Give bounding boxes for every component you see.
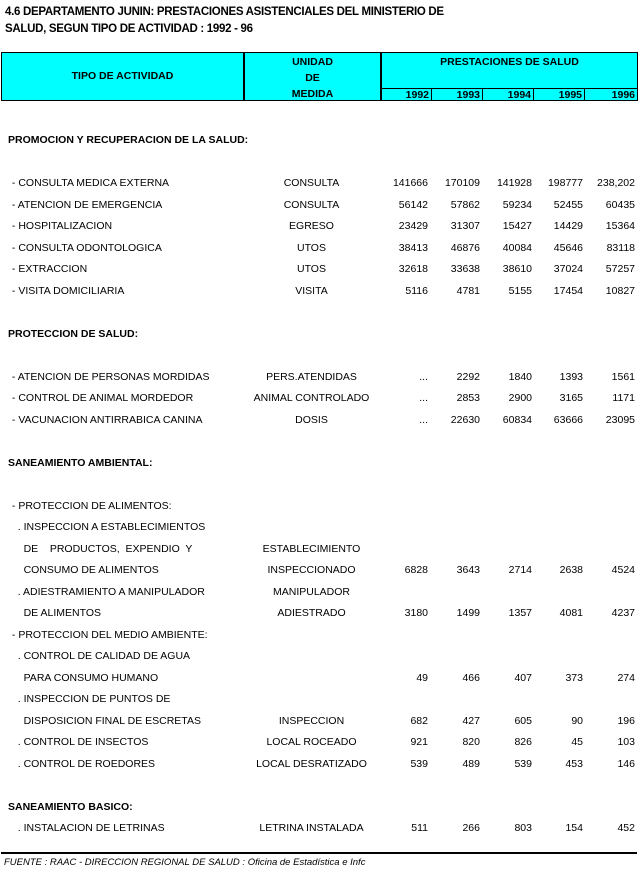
value-cell-1994: 15427: [502, 220, 532, 232]
activity-label: . INSTALACION DE LETRINAS: [9, 822, 165, 834]
value-cell-1994: 141928: [496, 177, 532, 189]
activity-label: . INSPECCION A ESTABLECIMIENTOS: [9, 521, 206, 533]
value-cell-1994: 539: [514, 757, 532, 770]
unit-cell: CONSULTA: [283, 177, 340, 189]
value-cell-1993: 33638: [450, 263, 480, 275]
value-cell-1992: 539: [410, 757, 428, 770]
unit-cell: INSPECCION: [278, 714, 345, 727]
activity-label: - EXTRACCION: [9, 263, 88, 275]
table-row: [0, 646, 638, 668]
table-row: [0, 173, 638, 195]
value-cell-1995: 4081: [559, 607, 583, 619]
unit-cell: LOCAL DESRATIZADO: [256, 757, 367, 770]
value-cell-1993: 266: [462, 822, 480, 834]
value-cell-1996: 15364: [605, 220, 635, 232]
value-cell-1996: 60435: [605, 198, 635, 211]
activity-label: . CONTROL DE ROEDORES: [9, 757, 156, 770]
value-cell-1992: ...: [419, 370, 428, 383]
value-cell-1992: ...: [419, 413, 428, 426]
unit-cell: LETRINA INSTALADA: [259, 822, 364, 834]
table-row: [0, 517, 638, 539]
section-heading: [4, 453, 638, 475]
value-cell-1996: 1561: [611, 370, 635, 383]
header-tipo-actividad: TIPO DE ACTIVIDAD: [71, 70, 174, 82]
value-cell-1995: 90: [571, 714, 583, 727]
section-label: PROTECCION DE SALUD:: [8, 327, 139, 340]
activity-label: - PROTECCION DE ALIMENTOS:: [9, 499, 172, 512]
table-row: [0, 711, 638, 733]
value-cell-1992: 682: [410, 714, 428, 727]
activity-label: DE ALIMENTOS: [9, 607, 101, 619]
activity-label: CONSUMO DE ALIMENTOS: [9, 564, 159, 576]
section-heading: [4, 130, 638, 152]
table-body: [0, 130, 638, 840]
section-label: SANEAMIENTO BASICO:: [8, 800, 133, 813]
value-cell-1996: 1171: [612, 392, 635, 404]
value-cell-1995: 198777: [547, 177, 583, 189]
table-row: [0, 603, 638, 625]
value-cell-1995: 154: [565, 822, 583, 834]
value-cell-1996: 4524: [611, 564, 635, 576]
value-cell-1995: 14429: [553, 220, 583, 232]
table-row: [0, 216, 638, 238]
value-cell-1992: ...: [419, 392, 428, 404]
activity-label: PARA CONSUMO HUMANO: [9, 671, 159, 684]
value-cell-1995: 373: [565, 671, 583, 684]
table-row: [0, 818, 638, 840]
table-title-line-2: SALUD, SEGUN TIPO DE ACTIVIDAD : 1992 - 96: [5, 23, 253, 35]
table-row: [0, 582, 638, 604]
activity-label: DE PRODUCTOS, EXPENDIO Y: [9, 542, 193, 555]
table-row: [0, 410, 638, 432]
value-cell-1995: 45: [571, 736, 583, 748]
header-unidad: UNIDAD: [292, 56, 333, 68]
value-cell-1993: 46876: [450, 241, 480, 254]
value-cell-1996: 238,202: [597, 177, 635, 189]
table-row: [0, 195, 638, 217]
activity-label: - HOSPITALIZACION: [9, 220, 113, 232]
value-cell-1993: 1499: [456, 607, 480, 619]
section-label: PROMOCION Y RECUPERACION DE LA SALUD:: [8, 134, 249, 146]
value-cell-1993: 22630: [450, 413, 480, 426]
unit-cell: PERS.ATENDIDAS: [266, 370, 357, 383]
footer-divider: [1, 852, 637, 854]
value-cell-1995: 45646: [553, 241, 583, 254]
table-row: [0, 560, 638, 582]
unit-cell: UTOS: [297, 263, 326, 275]
value-cell-1994: 1840: [508, 370, 532, 383]
activity-label: - CONTROL DE ANIMAL MORDEDOR: [9, 392, 194, 404]
value-cell-1994: 826: [514, 736, 532, 748]
table-row: [0, 539, 638, 561]
value-cell-1995: 52455: [553, 198, 583, 211]
value-cell-1994: 59234: [502, 198, 532, 211]
table-row: [0, 732, 638, 754]
activity-label: . CONTROL DE CALIDAD DE AGUA: [9, 650, 191, 662]
table-title-line-1: 4.6 DEPARTAMENTO JUNIN: PRESTACIONES ASISTENCIALES DEL MINISTERIO DE: [5, 6, 444, 18]
unit-cell: DOSIS: [295, 413, 328, 426]
value-cell-1994: 803: [514, 822, 532, 834]
value-cell-1994: 2900: [508, 392, 532, 404]
value-cell-1996: 4237: [611, 607, 635, 619]
value-cell-1993: 427: [462, 714, 480, 727]
header-prestaciones: PRESTACIONES DE SALUD: [440, 56, 579, 68]
unit-cell: INSPECCIONADO: [267, 564, 356, 576]
value-cell-1996: 274: [617, 671, 635, 684]
value-cell-1993: 31307: [450, 220, 480, 232]
unit-cell: ADIESTRADO: [277, 607, 346, 619]
value-cell-1994: 605: [514, 714, 532, 727]
table-row: [0, 625, 638, 647]
value-cell-1995: 63666: [553, 413, 583, 426]
value-cell-1993: 820: [462, 736, 480, 748]
activity-label: - ATENCION DE EMERGENCIA: [9, 198, 163, 211]
value-cell-1994: 407: [514, 671, 532, 684]
header-year: 1992: [382, 88, 432, 101]
value-cell-1996: 452: [617, 822, 635, 834]
value-cell-1992: 511: [411, 822, 428, 834]
table-row: [0, 281, 638, 303]
unit-cell: CONSULTA: [283, 198, 340, 211]
header-year: 1994: [483, 88, 534, 101]
unit-cell: LOCAL ROCEADO: [266, 736, 357, 748]
value-cell-1996: 83118: [606, 241, 635, 254]
value-cell-1992: 38413: [398, 241, 428, 254]
table-row: [0, 259, 638, 281]
activity-label: DISPOSICION FINAL DE ESCRETAS: [9, 714, 201, 727]
header-year: 1996: [585, 88, 637, 101]
header-medida: MEDIDA: [291, 88, 334, 100]
value-cell-1994: 60834: [502, 413, 532, 426]
value-cell-1992: 23429: [398, 220, 428, 232]
activity-label: - ATENCION DE PERSONAS MORDIDAS: [9, 370, 210, 383]
value-cell-1996: 57257: [605, 263, 635, 275]
value-cell-1994: 40084: [502, 241, 532, 254]
value-cell-1996: 146: [617, 757, 635, 770]
table-row: [0, 388, 638, 410]
table-row: [0, 689, 638, 711]
value-cell-1995: 453: [565, 757, 583, 770]
section-label: SANEAMIENTO AMBIENTAL:: [8, 456, 153, 469]
header-de: DE: [305, 72, 320, 84]
activity-label: . ADIESTRAMIENTO A MANIPULADOR: [9, 585, 205, 598]
activity-label: - CONSULTA ODONTOLOGICA: [9, 241, 162, 254]
value-cell-1994: 5155: [508, 284, 532, 297]
table-row: [0, 496, 638, 518]
value-cell-1996: 10827: [605, 284, 635, 297]
header-year: 1993: [432, 88, 483, 101]
unit-cell: ESTABLECIMIENTO: [262, 542, 361, 555]
activity-label: - CONSULTA MEDICA EXTERNA: [9, 177, 170, 189]
table-row: [0, 668, 638, 690]
activity-label: . INSPECCION DE PUNTOS DE: [9, 693, 171, 705]
value-cell-1993: 3643: [456, 564, 480, 576]
activity-label: - VISITA DOMICILIARIA: [9, 284, 125, 297]
value-cell-1992: 141666: [392, 177, 428, 189]
value-cell-1994: 2714: [508, 564, 532, 576]
section-heading: [4, 324, 638, 346]
value-cell-1993: 466: [462, 671, 480, 684]
value-cell-1993: 2853: [456, 392, 480, 404]
value-cell-1992: 32618: [398, 263, 428, 275]
value-cell-1992: 6828: [404, 564, 428, 576]
activity-label: - VACUNACION ANTIRRABICA CANINA: [9, 413, 203, 426]
value-cell-1992: 3180: [404, 607, 428, 619]
value-cell-1992: 49: [416, 671, 428, 684]
value-cell-1996: 103: [617, 736, 635, 748]
value-cell-1993: 489: [462, 757, 480, 770]
value-cell-1992: 5116: [405, 284, 428, 297]
table-row: [0, 238, 638, 260]
table-header: [1, 52, 638, 101]
value-cell-1995: 1393: [559, 370, 583, 383]
value-cell-1995: 17454: [553, 284, 583, 297]
table-row: [0, 754, 638, 776]
unit-cell: UTOS: [297, 241, 326, 254]
value-cell-1992: 921: [410, 736, 428, 748]
value-cell-1993: 2292: [456, 370, 480, 383]
value-cell-1994: 38610: [502, 263, 532, 275]
unit-cell: MANIPULADOR: [272, 585, 350, 598]
table-row: [0, 367, 638, 389]
section-heading: [4, 797, 638, 819]
value-cell-1993: 170109: [444, 177, 480, 189]
value-cell-1995: 3165: [559, 392, 583, 404]
unit-cell: ANIMAL CONTROLADO: [253, 392, 370, 404]
value-cell-1993: 4781: [456, 284, 480, 297]
unit-cell: VISITA: [295, 284, 328, 297]
value-cell-1995: 2638: [559, 564, 583, 576]
unit-cell: EGRESO: [289, 220, 334, 232]
source-note: FUENTE : RAAC - DIRECCION REGIONAL DE SALUD : Oficina de Estadística e Infc: [4, 857, 366, 868]
value-cell-1995: 37024: [553, 263, 583, 275]
value-cell-1993: 57862: [450, 198, 480, 211]
value-cell-1994: 1357: [508, 607, 532, 619]
activity-label: - PROTECCION DEL MEDIO AMBIENTE:: [9, 628, 208, 641]
value-cell-1996: 23095: [605, 413, 635, 426]
value-cell-1992: 56142: [398, 198, 428, 211]
value-cell-1996: 196: [617, 714, 635, 727]
activity-label: . CONTROL DE INSECTOS: [9, 736, 149, 748]
header-year: 1995: [534, 88, 585, 101]
